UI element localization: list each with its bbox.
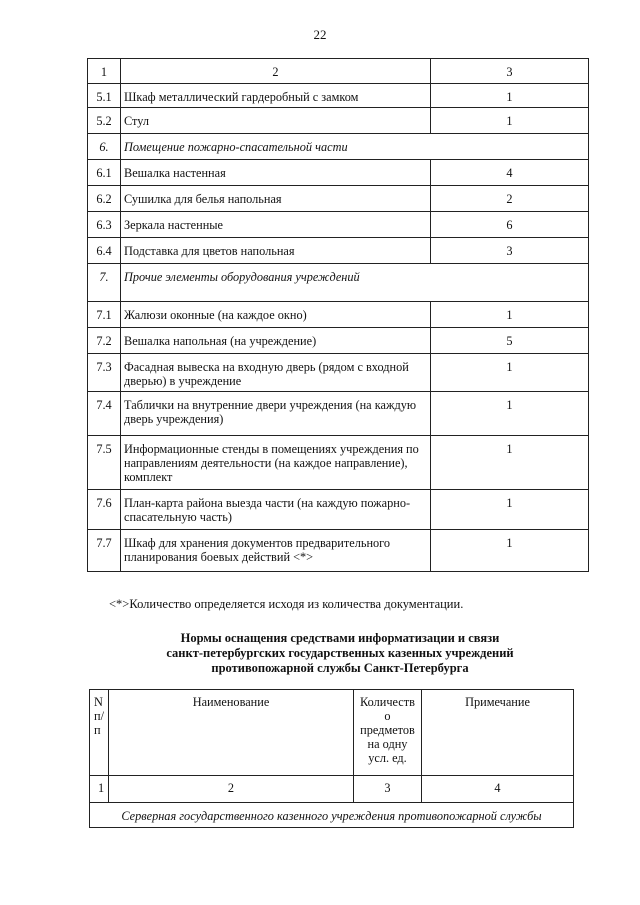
table-row xyxy=(88,302,589,328)
norms-title-line: санкт-петербургских государственных казенных учреждений xyxy=(166,646,514,660)
table-row xyxy=(88,436,589,490)
table-row xyxy=(88,328,589,354)
row-num: 7.3 xyxy=(88,354,121,392)
header-qty: Количеств о предметов на одну усл. ед. xyxy=(354,690,422,776)
row-name: Прочие элементы оборудования учреждений xyxy=(121,264,589,302)
table-header-row xyxy=(88,59,589,84)
section-row xyxy=(88,264,589,302)
row-qty: 1 xyxy=(431,302,589,328)
row-qty: 6 xyxy=(431,212,589,238)
footnote: <*>Количество определяется исходя из количества документации. xyxy=(109,597,464,611)
row-num: 6.2 xyxy=(88,186,121,212)
table-row xyxy=(88,160,589,186)
row-num: 7.4 xyxy=(88,392,121,436)
row-name: Вешалка напольная (на учреждение) xyxy=(121,328,431,354)
row-name: Стул xyxy=(121,108,431,134)
col-number: 2 xyxy=(109,776,354,803)
row-name: Жалюзи оконные (на каждое окно) xyxy=(121,302,431,328)
col-number: 1 xyxy=(90,776,109,803)
row-name: Шкаф для хранения документов предварительного планирования боевых действий <*> xyxy=(121,530,431,572)
row-name: Подставка для цветов напольная xyxy=(121,238,431,264)
header-col-2: 2 xyxy=(121,59,431,84)
row-name: Информационные стенды в помещениях учреждения по направлениям деятельности (на каждое направление), комплект xyxy=(121,436,431,490)
table-row xyxy=(88,490,589,530)
row-qty: 1 xyxy=(431,354,589,392)
norms-header-row xyxy=(90,690,574,776)
row-name: План-карта района выезда части (на каждую пожарно-спасательную часть) xyxy=(121,490,431,530)
section-row xyxy=(88,134,589,160)
table-row xyxy=(88,530,589,572)
col-number: 3 xyxy=(354,776,422,803)
row-name: Сушилка для белья напольная xyxy=(121,186,431,212)
row-qty: 1 xyxy=(431,490,589,530)
row-num: 7.2 xyxy=(88,328,121,354)
row-num: 6.4 xyxy=(88,238,121,264)
row-num: 7.1 xyxy=(88,302,121,328)
page-number: 22 xyxy=(313,27,327,42)
row-qty: 1 xyxy=(431,436,589,490)
row-num: 7.7 xyxy=(88,530,121,572)
row-num: 7. xyxy=(88,264,121,302)
row-qty: 1 xyxy=(431,84,589,108)
row-name: Зеркала настенные xyxy=(121,212,431,238)
section-row xyxy=(90,803,574,828)
table-row xyxy=(88,212,589,238)
equipment-table xyxy=(87,58,589,572)
norms-table xyxy=(89,689,574,828)
table-row xyxy=(88,392,589,436)
norms-title-line: противопожарной службы Санкт-Петербурга xyxy=(211,661,469,675)
header-name: Наименование xyxy=(109,690,354,776)
row-num: 6. xyxy=(88,134,121,160)
section-title: Серверная государственного казенного учреждения противопожарной службы xyxy=(90,803,574,828)
header-num: N п/ п xyxy=(90,690,109,776)
row-name: Шкаф металлический гардеробный с замком xyxy=(121,84,431,108)
row-qty: 5 xyxy=(431,328,589,354)
row-num: 5.1 xyxy=(88,84,121,108)
norms-title xyxy=(105,631,575,676)
header-col-3: 3 xyxy=(431,59,589,84)
row-num: 5.2 xyxy=(88,108,121,134)
row-qty: 1 xyxy=(431,530,589,572)
row-num: 7.6 xyxy=(88,490,121,530)
row-name: Фасадная вывеска на входную дверь (рядом с входной дверью) в учреждение xyxy=(121,354,431,392)
norms-title-line: Нормы оснащения средствами информатизации и связи xyxy=(180,631,500,645)
row-name: Помещение пожарно-спасательной части xyxy=(121,134,589,160)
row-qty: 1 xyxy=(431,392,589,436)
row-name: Таблички на внутренние двери учреждения (на каждую дверь учреждения) xyxy=(121,392,431,436)
row-qty: 4 xyxy=(431,160,589,186)
table-row xyxy=(88,108,589,134)
row-qty: 2 xyxy=(431,186,589,212)
row-name: Вешалка настенная xyxy=(121,160,431,186)
row-qty: 3 xyxy=(431,238,589,264)
row-num: 6.1 xyxy=(88,160,121,186)
table-row xyxy=(88,186,589,212)
col-number: 4 xyxy=(422,776,574,803)
table-row xyxy=(88,354,589,392)
header-col-1: 1 xyxy=(88,59,121,84)
header-note: Примечание xyxy=(422,690,574,776)
row-num: 6.3 xyxy=(88,212,121,238)
table-row xyxy=(88,84,589,108)
row-qty: 1 xyxy=(431,108,589,134)
table-row xyxy=(88,238,589,264)
row-num: 7.5 xyxy=(88,436,121,490)
column-number-row xyxy=(90,776,574,803)
